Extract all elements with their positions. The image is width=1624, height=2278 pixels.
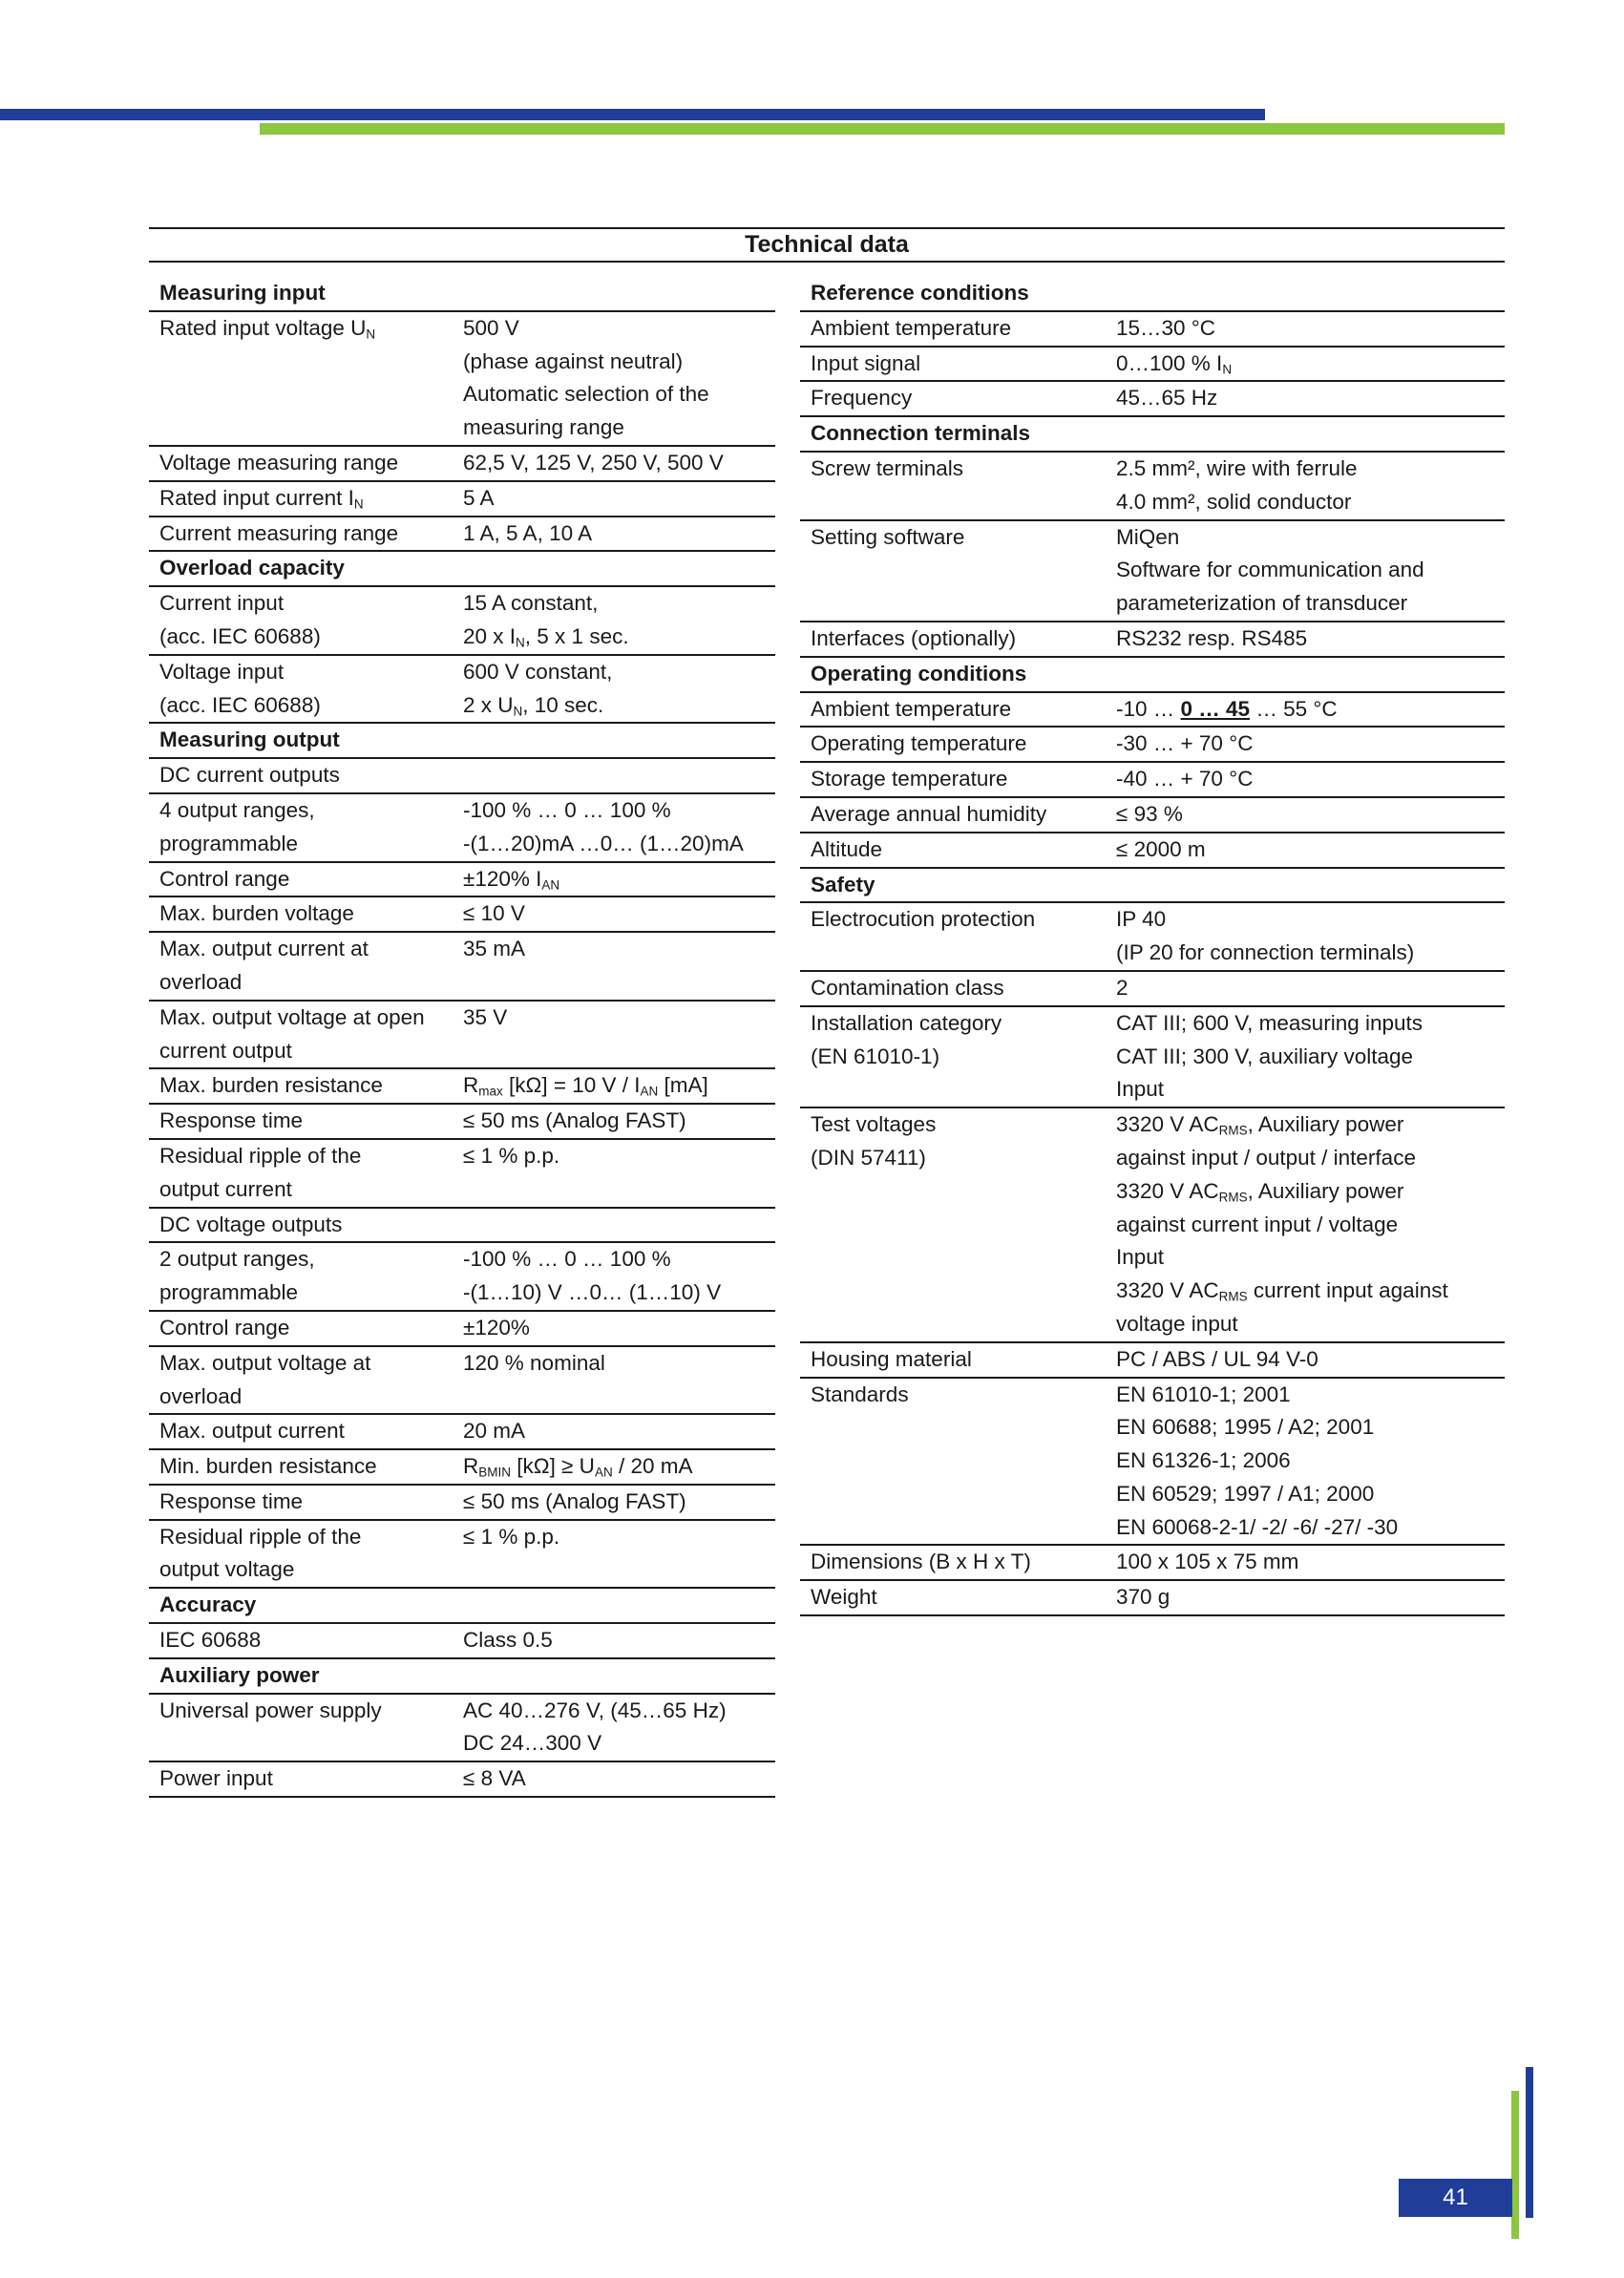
section-measuring-input: Measuring input	[149, 277, 775, 312]
left-spec-table	[149, 277, 775, 1798]
row-ambient-temperature-ref: Ambient temperature 15…30 °C	[800, 312, 1505, 348]
row-standards: Standards EN 61010-1; 2001 EN 60688; 1995 / A2; 2001 EN 61326-1; 2006 EN 60529; 1997 / A1; 2000 EN 60068-2-1/ -2/ -6/ -27/ -30	[800, 1379, 1505, 1547]
section-accuracy: Accuracy	[149, 1589, 775, 1624]
row-electrocution-protection: Electrocution protection IP 40 (IP 20 for connection terminals)	[800, 903, 1505, 972]
row-iec-60688: IEC 60688 Class 0.5	[149, 1624, 775, 1659]
section-overload-capacity: Overload capacity	[149, 552, 775, 587]
section-auxiliary-power: Auxiliary power	[149, 1659, 775, 1695]
row-altitude: Altitude ≤ 2000 m	[800, 833, 1505, 869]
row-max-burden-resistance: Max. burden resistance $R_{max}$ [kΩ] = 10 V / $I_{AN}$ [mA]	[149, 1069, 775, 1105]
row-operating-temperature: Operating temperature -30 … + 70 °C	[800, 728, 1505, 763]
row-max-output-current: Max. output current 20 mA	[149, 1415, 775, 1450]
row-setting-software: Setting software MiQen Software for communication and parameterization of transducer	[800, 521, 1505, 622]
row-interfaces: Interfaces (optionally) RS232 resp. RS485	[800, 622, 1505, 658]
section-safety: Safety	[800, 869, 1505, 904]
page-title: Technical data	[149, 229, 1505, 263]
section-operating-conditions: Operating conditions	[800, 658, 1505, 693]
row-test-voltages: Test voltages (DIN 57411) 3320 V $AC_{RMS}$, Auxiliary power against input / output / interface 3320 V $AC_{RMS}$, Auxiliary power against current input / voltage Input 3320 V $AC_{RMS}$ current input against voltage input	[800, 1108, 1505, 1343]
row-residual-ripple-voltage: Residual ripple of the output voltage ≤ 1 % p.p.	[149, 1521, 775, 1590]
row-universal-power-supply: Universal power supply AC 40…276 V, (45…65 Hz) DC 24…300 V	[149, 1695, 775, 1763]
row-input-signal: Input signal 0…100 % $I_N$	[800, 348, 1505, 383]
row-ambient-temperature-op: Ambient temperature -10 … 0 … 45 … 55 °C	[800, 693, 1505, 728]
right-spec-table	[800, 277, 1505, 1616]
row-control-range-current: Control range ±120% $I_{AN}$	[149, 863, 775, 898]
row-current-input: Current input (acc. IEC 60688) 15 A constant, 20 x $I_N$, 5 x 1 sec.	[149, 587, 775, 656]
row-weight: Weight 370 g	[800, 1581, 1505, 1616]
row-max-output-voltage-open: Max. output voltage at open current output 35 V	[149, 1002, 775, 1070]
row-frequency: Frequency 45…65 Hz	[800, 382, 1505, 417]
row-storage-temperature: Storage temperature -40 … + 70 °C	[800, 763, 1505, 798]
subsection-dc-current-outputs: DC current outputs	[149, 759, 775, 794]
row-max-burden-voltage: Max. burden voltage ≤ 10 V	[149, 897, 775, 933]
row-housing-material: Housing material PC / ABS / UL 94 V-0	[800, 1343, 1505, 1379]
row-response-time-voltage: Response time ≤ 50 ms (Analog FAST)	[149, 1486, 775, 1521]
row-output-ranges-2: 2 output ranges, programmable -100 % … 0 … 100 % -(1…10) V …0… (1…10) V	[149, 1243, 775, 1312]
row-dimensions: Dimensions (B x H x T) 100 x 105 x 75 mm	[800, 1546, 1505, 1581]
row-residual-ripple-current: Residual ripple of the output current ≤ 1 % p.p.	[149, 1140, 775, 1209]
row-voltage-measuring-range: Voltage measuring range 62,5 V, 125 V, 250 V, 500 V	[149, 447, 775, 482]
footer-blue-bar	[1526, 2067, 1533, 2218]
row-contamination-class: Contamination class 2	[800, 972, 1505, 1007]
row-average-humidity: Average annual humidity ≤ 93 %	[800, 798, 1505, 833]
subsection-dc-voltage-outputs: DC voltage outputs	[149, 1209, 775, 1244]
header-blue-bar	[0, 109, 1265, 120]
row-control-range-voltage: Control range ±120%	[149, 1312, 775, 1347]
row-installation-category: Installation category (EN 61010-1) CAT III; 600 V, measuring inputs CAT III; 300 V, auxiliary voltage Input	[800, 1007, 1505, 1108]
header-green-bar	[260, 123, 1505, 135]
row-max-output-current-overload: Max. output current at overload 35 mA	[149, 933, 775, 1002]
row-output-ranges-4: 4 output ranges, programmable -100 % … 0 … 100 % -(1…20)mA …0… (1…20)mA	[149, 794, 775, 863]
row-power-input: Power input ≤ 8 VA	[149, 1762, 775, 1798]
row-current-measuring-range: Current measuring range 1 A, 5 A, 10 A	[149, 517, 775, 553]
row-rated-input-voltage: Rated input voltage $U_N$ 500 V (phase against neutral) Automatic selection of the measuring range	[149, 312, 775, 447]
page-number: 41	[1399, 2179, 1512, 2217]
row-min-burden-resistance: Min. burden resistance $R_{BMIN}$ $[k\Omega] \ge U_{AN} / 20$ mA	[149, 1450, 775, 1486]
footer-green-bar	[1511, 2091, 1519, 2239]
section-connection-terminals: Connection terminals	[800, 417, 1505, 453]
row-voltage-input: Voltage input (acc. IEC 60688) 600 V constant, 2 x $U_N$, 10 sec.	[149, 656, 775, 725]
section-measuring-output: Measuring output	[149, 724, 775, 759]
row-max-output-voltage-overload: Max. output voltage at overload 120 % nominal	[149, 1347, 775, 1416]
row-screw-terminals: Screw terminals 2.5 mm², wire with ferrule 4.0 mm², solid conductor	[800, 453, 1505, 521]
row-rated-input-current: Rated input current $I_N$ 5 A	[149, 482, 775, 517]
section-reference-conditions: Reference conditions	[800, 277, 1505, 312]
row-response-time-current: Response time ≤ 50 ms (Analog FAST)	[149, 1105, 775, 1140]
